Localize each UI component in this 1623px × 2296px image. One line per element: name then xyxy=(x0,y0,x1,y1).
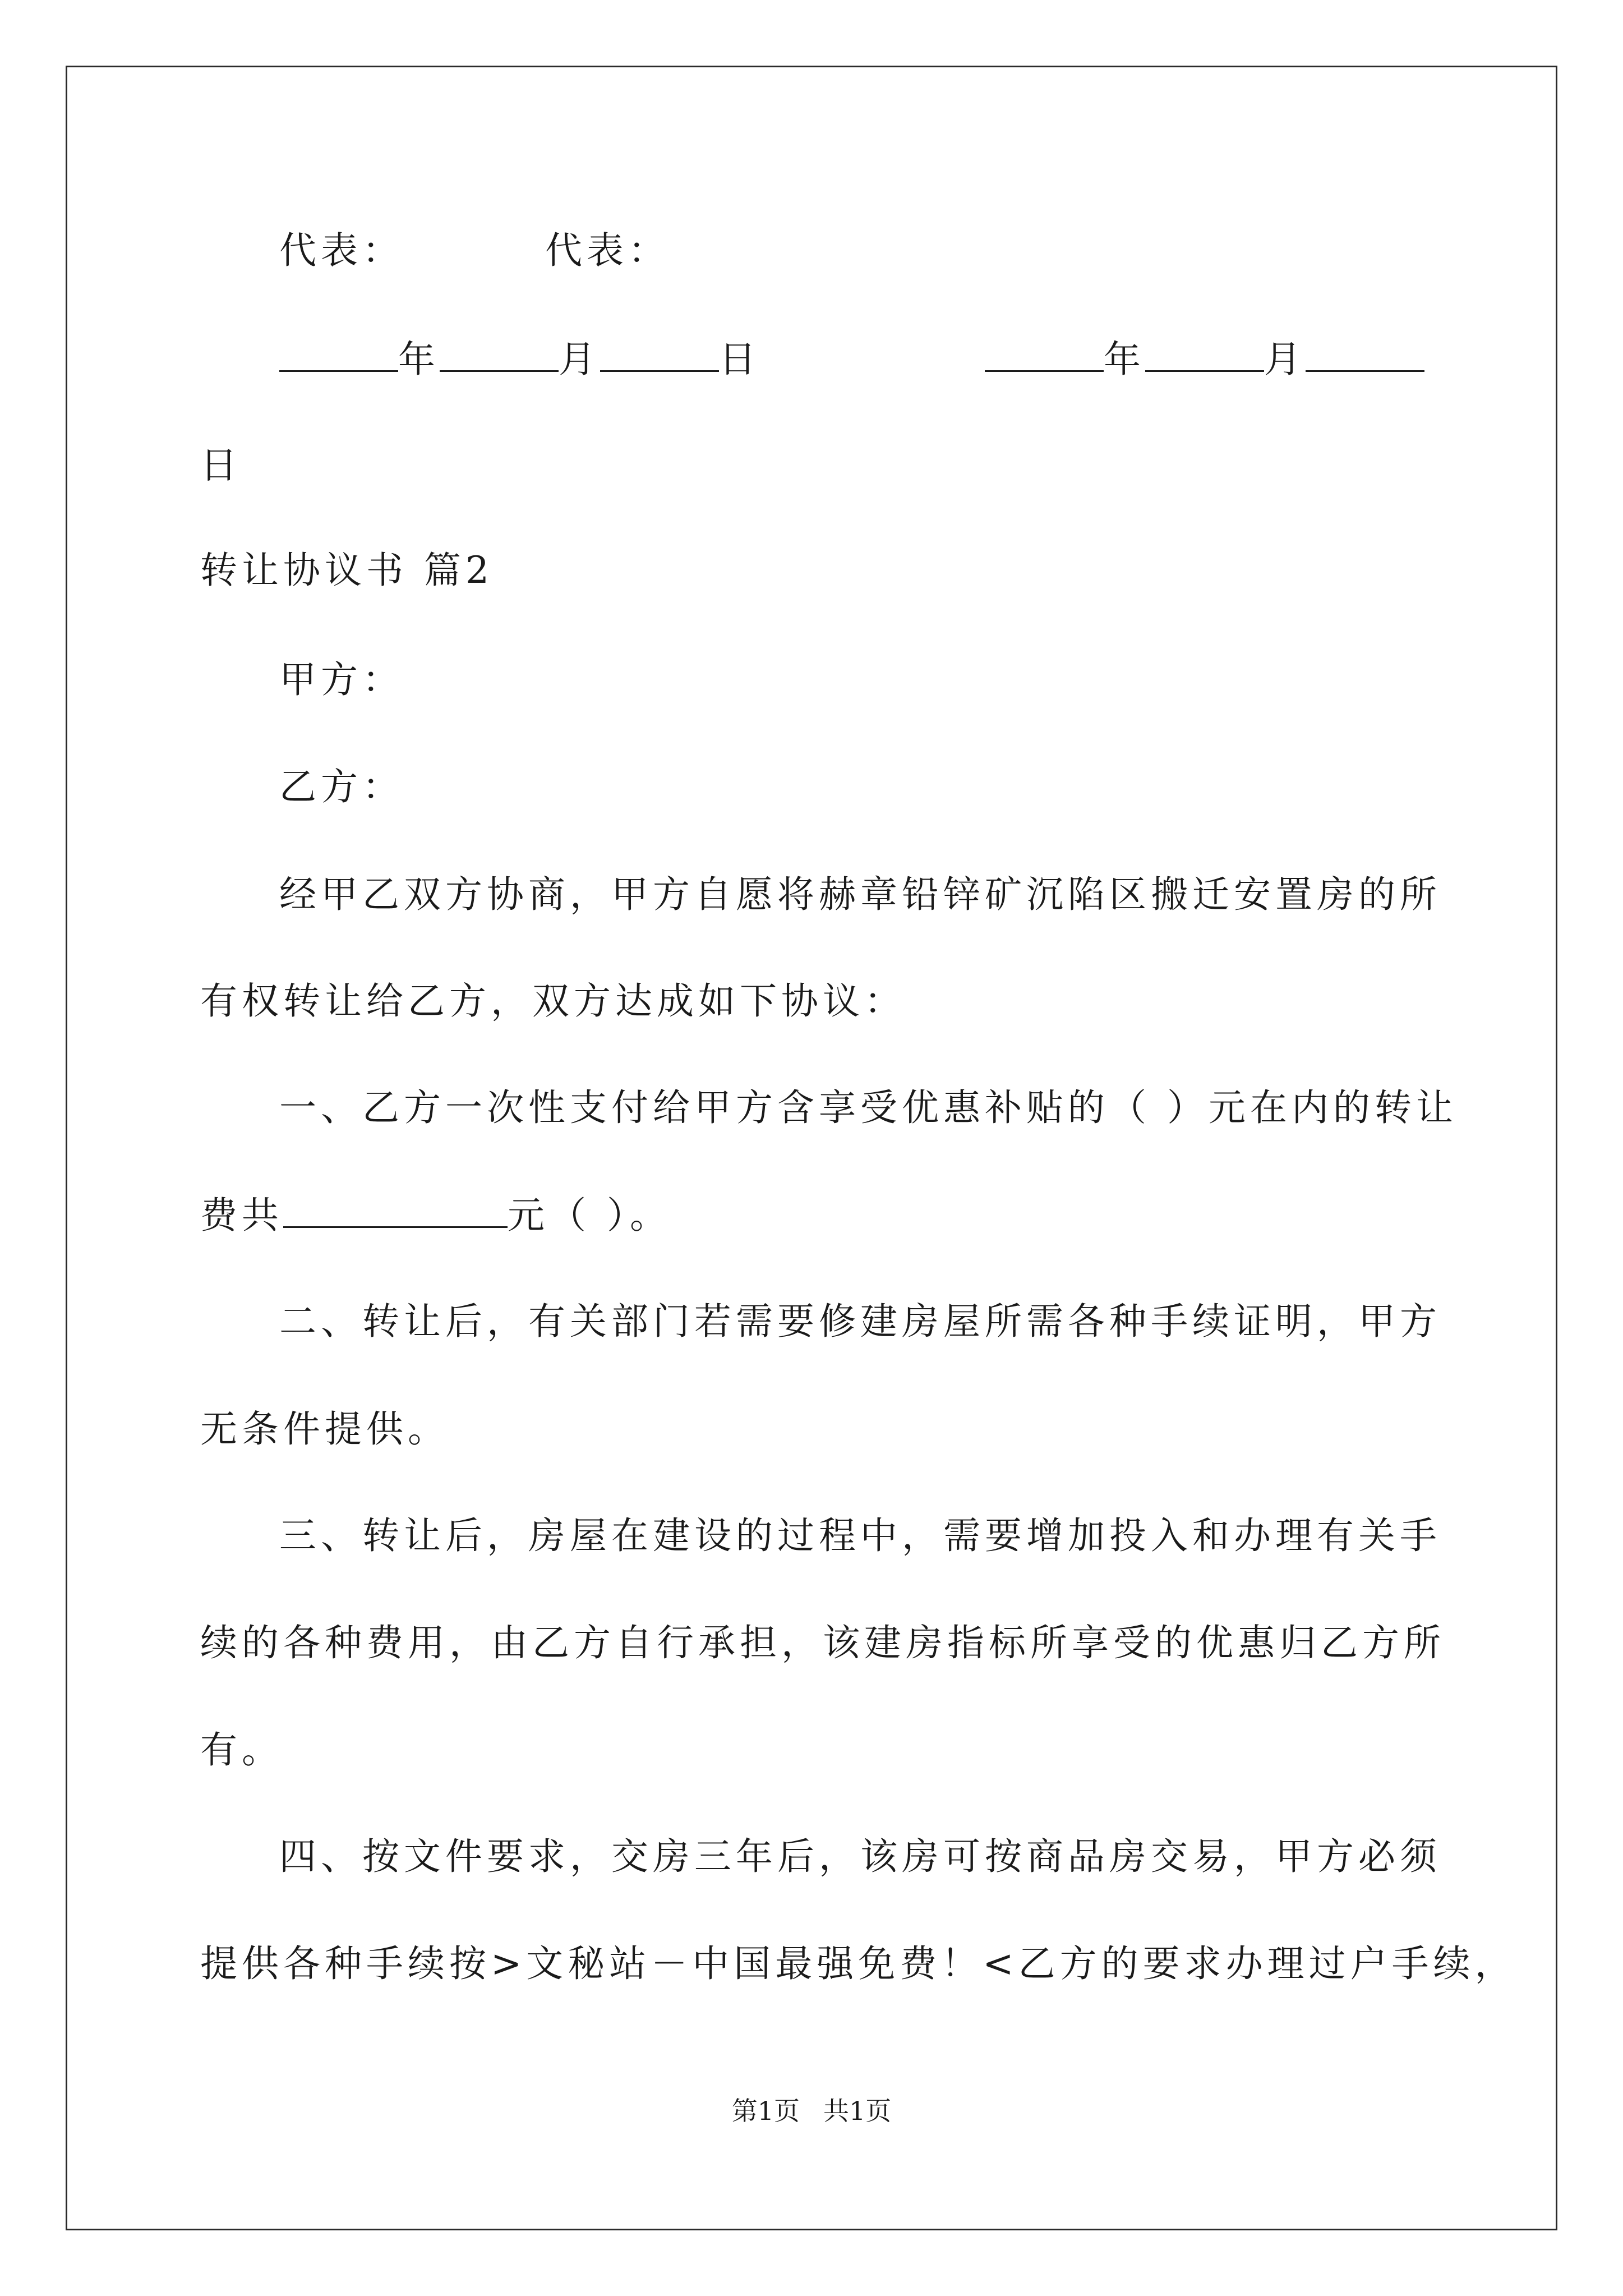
party-a-label: 甲方： xyxy=(279,658,404,701)
clause-4-line-1: 四、按文件要求，交房三年后，该房可按商品房交易，甲方必须 xyxy=(279,1835,1441,1878)
clause-1-fee-suffix: 元（ ）。 xyxy=(508,1194,671,1237)
month-blank-a xyxy=(440,337,559,372)
page-footer xyxy=(0,2094,1623,2128)
signature-date-line xyxy=(279,337,1424,382)
party-b-label: 乙方： xyxy=(279,765,404,808)
year-blank-a xyxy=(279,337,398,372)
month-blank-b xyxy=(1145,337,1264,372)
party-a-representative-label: 代表： xyxy=(279,229,404,272)
year-label-a: 年 xyxy=(398,338,440,381)
party-b-representative-label: 代表： xyxy=(545,229,670,272)
clause-4-line-2: 提供各种手续按>文秘站－中国最强免费！<乙方的要求办理过户手续， xyxy=(200,1942,1516,1985)
year-label-b: 年 xyxy=(1104,338,1145,381)
clause-3-line-3: 有。 xyxy=(200,1728,283,1772)
clause-1-fee-prefix: 费共 xyxy=(200,1194,283,1237)
page-border xyxy=(66,66,1557,2230)
month-label-b: 月 xyxy=(1264,338,1306,381)
clause-1-line-1: 一、乙方一次性支付给甲方含享受优惠补贴的（ ）元在内的转让 xyxy=(279,1086,1458,1129)
fee-amount-blank xyxy=(283,1193,508,1228)
year-blank-b xyxy=(985,337,1104,372)
page-total: 共1页 xyxy=(823,2096,892,2126)
clause-1-line-2 xyxy=(200,1193,671,1238)
clause-2-line-1: 二、转让后，有关部门若需要修建房屋所需各种手续证明，甲方 xyxy=(279,1300,1441,1343)
clause-3-line-2: 续的各种费用，由乙方自行承担，该建房指标所享受的优惠归乙方所 xyxy=(200,1621,1445,1664)
section-title: 转让协议书 篇2 xyxy=(200,549,494,592)
intro-line-2: 有权转让给乙方，双方达成如下协议： xyxy=(200,979,906,1023)
signature-date-wrap: 日 xyxy=(200,444,242,487)
month-label-a: 月 xyxy=(559,338,600,381)
day-blank-a xyxy=(600,337,719,372)
day-label-a: 日 xyxy=(719,338,760,381)
intro-line-1: 经甲乙双方协商，甲方自愿将赫章铅锌矿沉陷区搬迁安置房的所 xyxy=(279,873,1441,916)
representative-line xyxy=(279,228,670,273)
clause-2-line-2: 无条件提供。 xyxy=(200,1407,449,1451)
page-number: 第1页 xyxy=(731,2096,800,2126)
day-blank-b xyxy=(1306,337,1424,372)
clause-3-line-1: 三、转让后，房屋在建设的过程中，需要增加投入和办理有关手 xyxy=(279,1514,1441,1557)
